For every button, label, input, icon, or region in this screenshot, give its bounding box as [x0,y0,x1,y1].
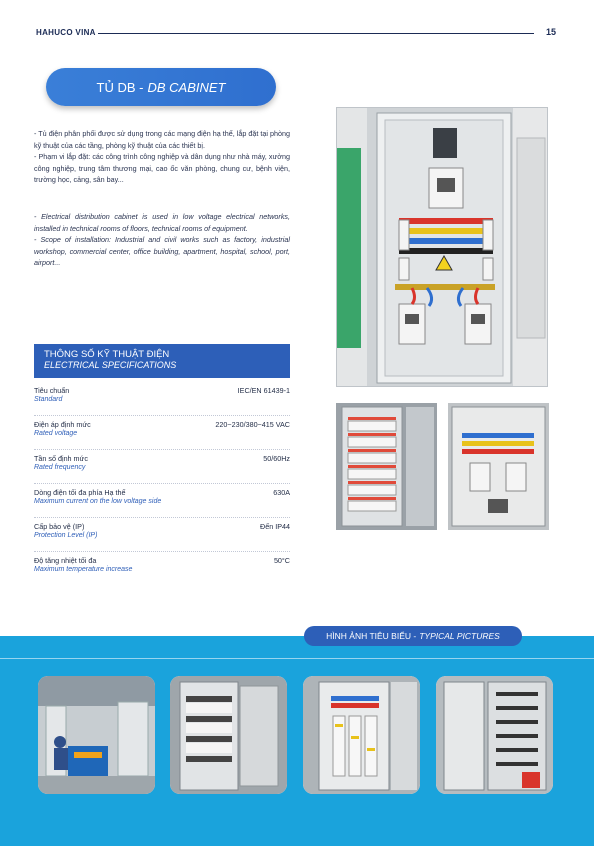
cabinet-illustration [337,108,548,387]
spec-label-en: Maximum current on the low voltage side [34,498,162,505]
spec-label-en: Standard [34,396,63,403]
factory-illustration [38,676,155,794]
spec-label-vi: Điện áp định mức [34,420,91,429]
db-cabinet-breaker-photo [448,403,549,530]
typical-title-en: TYPICAL PICTURES [419,631,500,641]
spec-label-vi: Độ tăng nhiệt tối đa [34,556,97,565]
brand-name: HAHUCO VINA [36,28,96,37]
spec-label-vi: Tần số định mức [34,454,88,463]
typical-pictures-title [304,626,522,646]
open-cabinet-illustration [170,676,287,794]
spec-value: 50°C [273,556,290,565]
spec-value: 630A [273,488,290,497]
spec-label-en: Rated frequency [34,464,86,471]
db-cabinet-main-photo [336,107,548,387]
spec-label-en: Rated voltage [34,430,78,437]
description-vi: - Tủ điện phân phối được sử dụng trong các mạng điện hạ thế, lắp đặt tại phòng kỹ thuật của các tầng, phòng kỹ thuật của các thiết bị. - Phạm vi lắp đặt: các công trình công nghiệp và dân dụng như nhà máy, xưởng công nghiệp, trung tâm thương mại, cao ốc văn phòng, chung cư, bệnh viện, trường học, cảng, sân bay... [34,129,290,185]
wiring-illustration [303,676,420,794]
breaker-illustration [448,403,549,530]
spec-label-en: Protection Level (IP) [34,532,98,539]
spec-heading-vi: THÔNG SỐ KỸ THUẬT ĐIỆN [44,349,170,360]
page-header [36,26,556,42]
spec-value: 220~230/380~415 VAC [215,420,290,429]
section-title-vi: TỦ DB - [96,79,144,95]
header-divider [98,33,534,34]
section-title [46,68,276,106]
spec-label-vi: Dòng điện tối đa phía Hạ thế [34,488,126,497]
spec-row [34,552,290,586]
spec-row [34,484,290,518]
spec-row [34,450,290,484]
spec-row [34,382,290,416]
cabinet-terminal-photo [436,676,553,794]
spec-label-vi: Cấp bảo vệ (IP) [34,522,85,531]
section-title-en: DB CABINET [147,79,226,95]
band-divider [0,658,594,659]
description-en: - Electrical distribution cabinet is used in low voltage electrical networks, installed in technical rooms of floors, technical rooms of equipment. - Scope of installation: Industrial and civil works such as factory, industrial workshop, commercial center, office building, apartment, hospital, school, port, airport... [34,212,290,268]
spec-table [34,382,290,586]
spec-heading-en: ELECTRICAL SPECIFICATIONS [44,360,177,370]
spec-row [34,416,290,450]
spec-value: Đến IP44 [260,522,290,531]
busbar-illustration [336,403,437,530]
spec-label-vi: Tiêu chuẩn [34,386,70,395]
typical-title-vi: HÌNH ẢNH TIÊU BIỂU - [326,631,417,641]
open-cabinet-photo [170,676,287,794]
spec-value: 50/60Hz [263,454,290,463]
cabinet-wiring-photo [303,676,420,794]
db-cabinet-busbar-photo [336,403,437,530]
factory-worker-photo [38,676,155,794]
spec-label-en: Maximum temperature increase [34,566,133,573]
spec-value: IEC/EN 61439-1 [237,386,290,395]
page-number: 15 [545,27,556,37]
spec-row [34,518,290,552]
terminal-illustration [436,676,553,794]
spec-heading [34,344,290,378]
